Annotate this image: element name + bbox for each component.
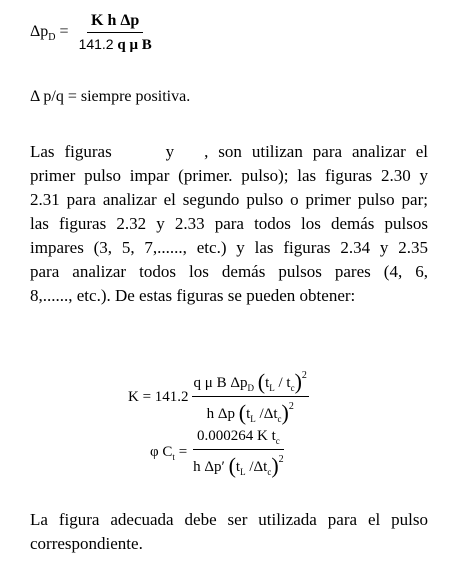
equation-lhs	[150, 444, 187, 462]
subscript: c	[275, 436, 280, 446]
body-paragraph	[30, 140, 428, 308]
subscript: L	[250, 414, 256, 424]
paragraph-line: para analizar todos los demás pulsos pares (4, 6,	[30, 262, 428, 281]
paragraph-line	[30, 140, 428, 164]
equation-fraction	[191, 428, 286, 477]
paragraph-line: La figura adecuada debe ser utilizada para el pulso	[30, 510, 428, 529]
paragraph-line: 2.31 para analizar el segundo pulso o primer pulso par;	[30, 190, 428, 209]
variable: t	[246, 406, 251, 422]
exponent: 2	[288, 401, 294, 412]
fraction-numerator	[192, 370, 309, 397]
denominator-term: h Δp′	[193, 459, 225, 475]
lhs-symbol: Δp	[30, 22, 49, 40]
subscript: c	[267, 467, 272, 477]
subscript: t	[172, 451, 175, 462]
paragraph-line: las figuras 2.32 y 2.33 para todos los demás pulsos	[30, 214, 428, 233]
equation-fraction	[192, 370, 309, 424]
paren-open: (	[228, 453, 236, 478]
equation-k	[128, 370, 309, 424]
subscript: D	[247, 383, 254, 393]
text-segment: y	[165, 142, 175, 161]
equals-sign: =	[59, 22, 69, 40]
lhs-symbol: φ C	[150, 443, 173, 460]
subscript: L	[240, 467, 246, 477]
fraction-denominator	[205, 397, 296, 424]
exponent: 2	[278, 454, 284, 465]
variable: t	[235, 459, 241, 475]
fraction-denominator	[191, 450, 286, 477]
equation-lhs: K = 141.2	[128, 388, 189, 405]
closing-paragraph	[30, 508, 428, 556]
exponent: 2	[301, 370, 307, 381]
variable: /Δt	[255, 406, 278, 422]
paren-open: (	[257, 369, 266, 394]
denominator-constant: 141.2	[78, 36, 114, 52]
equals-sign: =	[178, 443, 188, 460]
paren-close: )	[281, 400, 289, 425]
text-segment: , son utilizan para analizar el	[204, 142, 428, 161]
paragraph-line: impares (3, 5, 7,......, etc.) y las figuras 2.34 y 2.35	[30, 238, 428, 257]
variable: / t	[274, 375, 291, 391]
denominator-variables: q μ B	[117, 37, 152, 53]
equation-fraction	[75, 12, 156, 54]
variable: t	[265, 375, 270, 391]
paren-close: )	[271, 453, 279, 478]
fraction-denominator	[75, 33, 156, 54]
equation-dimensionless-pressure	[30, 12, 156, 54]
fraction-numerator	[193, 428, 284, 450]
denominator-term: h Δp	[206, 406, 236, 422]
subscript: c	[277, 414, 282, 424]
equation-lhs	[30, 23, 69, 43]
subscript: L	[269, 383, 275, 393]
paragraph-line: correspondiente.	[30, 534, 143, 553]
equation-phi-ct	[150, 428, 286, 477]
paren-open: (	[238, 400, 247, 425]
paragraph-line: 8,......, etc.). De estas figuras se pueden obtener:	[30, 286, 356, 305]
statement-positive: Δ p/q = siempre positiva.	[30, 88, 191, 105]
numerator-term: 0.000264 K t	[197, 428, 276, 444]
paragraph-line: primer pulso impar (primer. pulso); las figuras 2.30 y	[30, 166, 428, 185]
text-segment: Las figuras	[30, 142, 112, 161]
fraction-numerator: K h Δp	[87, 12, 143, 33]
lhs-subscript: D	[48, 32, 56, 44]
subscript: c	[290, 383, 295, 393]
numerator-term: q μ B Δp	[193, 375, 248, 391]
variable: /Δt	[245, 459, 268, 475]
paren-close: )	[294, 369, 302, 394]
